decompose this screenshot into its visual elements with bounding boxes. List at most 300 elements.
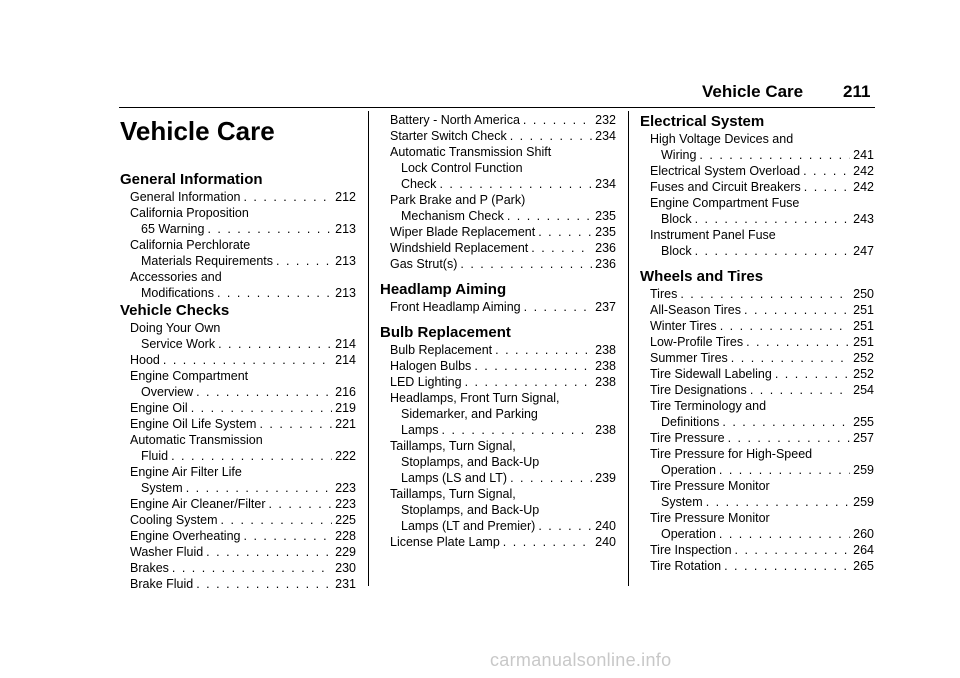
toc-entry-text: Brakes xyxy=(130,561,169,575)
toc-entry-row xyxy=(650,542,874,558)
toc-entry-text: Electrical System Overload xyxy=(650,164,801,178)
toc-entry-text: Fluid xyxy=(141,449,169,463)
toc-entry-text: Definitions xyxy=(661,415,720,429)
dot-leader xyxy=(191,400,332,416)
toc-entry-text: Taillamps, Turn Signal, xyxy=(390,487,516,501)
toc-entry-list xyxy=(640,286,874,574)
toc-entry-page: 222 xyxy=(335,449,356,463)
toc-entry-text: Tire Designations xyxy=(650,383,747,397)
toc-entry-page: 221 xyxy=(335,417,356,431)
toc-entry[interactable] xyxy=(120,432,356,464)
dot-leader xyxy=(695,243,851,259)
toc-entry-text: Modifications xyxy=(141,286,214,300)
toc-entry[interactable] xyxy=(640,227,874,259)
toc-entry-row xyxy=(130,480,356,496)
toc-entry-text: Block xyxy=(661,244,692,258)
section-heading: General Information xyxy=(120,171,263,188)
toc-entry[interactable] xyxy=(380,224,616,240)
toc-entry-text: Tires xyxy=(650,287,678,301)
toc-entry[interactable] xyxy=(640,478,874,510)
toc-entry[interactable] xyxy=(120,544,356,560)
toc-entry-row xyxy=(650,494,874,510)
toc-entry-text: Stoplamps, and Back-Up xyxy=(401,503,540,517)
toc-entry-page: 265 xyxy=(853,559,874,573)
dot-leader xyxy=(439,176,592,192)
toc-entry-page: 212 xyxy=(335,190,356,204)
toc-entry[interactable] xyxy=(640,131,874,163)
dot-leader xyxy=(217,285,332,301)
dot-leader xyxy=(503,534,592,550)
toc-column-3 xyxy=(640,108,874,574)
toc-entry-row xyxy=(390,256,616,272)
toc-entry-text: Check xyxy=(401,177,437,191)
toc-entry-page: 238 xyxy=(595,423,616,437)
toc-entry-row xyxy=(650,558,874,574)
dot-leader xyxy=(722,414,850,430)
toc-entry-text: All-Season Tires xyxy=(650,303,742,317)
toc-entry[interactable] xyxy=(120,416,356,432)
toc-entry-page: 236 xyxy=(595,241,616,255)
toc-entry-page: 214 xyxy=(335,353,356,367)
toc-entry-row xyxy=(650,286,874,302)
toc-entry-row xyxy=(650,243,874,259)
toc-entry-page: 259 xyxy=(853,463,874,477)
toc-entry[interactable] xyxy=(640,195,874,227)
toc-entry[interactable] xyxy=(380,112,616,128)
toc-entry-text: Lamps (LS and LT) xyxy=(401,471,508,485)
dot-leader xyxy=(495,342,592,358)
dot-leader xyxy=(259,416,332,432)
toc-entry-page: 251 xyxy=(853,303,874,317)
dot-leader xyxy=(706,494,850,510)
toc-entry-text: Accessories and xyxy=(130,270,222,284)
toc-entry[interactable] xyxy=(640,286,874,302)
toc-entry[interactable] xyxy=(380,390,616,438)
toc-entry-row xyxy=(650,366,874,382)
dot-leader xyxy=(746,334,850,350)
toc-entry-row xyxy=(650,462,874,478)
toc-entry-page: 243 xyxy=(853,212,874,226)
toc-entry[interactable] xyxy=(640,510,874,542)
column-divider-2 xyxy=(628,111,629,586)
dot-leader xyxy=(221,512,333,528)
toc-entry-text: Engine Air Cleaner/Filter xyxy=(130,497,266,511)
toc-entry-list xyxy=(120,320,356,592)
toc-entry-page: 252 xyxy=(853,351,874,365)
page-header-title: Vehicle Care xyxy=(702,82,804,101)
toc-entry-row xyxy=(390,299,616,315)
toc-entry[interactable] xyxy=(380,192,616,224)
toc-entry-page: 251 xyxy=(853,335,874,349)
toc-entry-row xyxy=(650,147,874,163)
toc-entry-text: Sidemarker, and Parking xyxy=(401,407,538,421)
dot-leader xyxy=(442,422,593,438)
toc-entry-text: Automatic Transmission xyxy=(130,433,263,447)
dot-leader xyxy=(523,112,592,128)
chapter-title: Vehicle Care xyxy=(120,116,275,146)
toc-entry-page: 230 xyxy=(335,561,356,575)
toc-entry-row xyxy=(650,430,874,446)
toc-entry-page: 228 xyxy=(335,529,356,543)
toc-entry-page: 255 xyxy=(853,415,874,429)
toc-entry-list xyxy=(380,299,616,315)
toc-entry-text: Lamps xyxy=(401,423,439,437)
toc-entry-page: 260 xyxy=(853,527,874,541)
toc-entry[interactable] xyxy=(380,128,616,144)
toc-entry-text: Taillamps, Turn Signal, xyxy=(390,439,516,453)
toc-entry-text: Tire Pressure Monitor xyxy=(650,479,770,493)
toc-column-1 xyxy=(120,108,356,592)
toc-entry[interactable] xyxy=(640,542,874,558)
toc-entry-text: Starter Switch Check xyxy=(390,129,507,143)
toc-entry-text: Wiper Blade Replacement xyxy=(390,225,536,239)
toc-entry-page: 250 xyxy=(853,287,874,301)
dot-leader xyxy=(735,542,851,558)
toc-entry-text: Tire Sidewall Labeling xyxy=(650,367,772,381)
toc-entry-row xyxy=(390,358,616,374)
toc-entry-row xyxy=(130,512,356,528)
toc-entry-page: 240 xyxy=(595,535,616,549)
toc-entry[interactable] xyxy=(380,438,616,486)
dot-leader xyxy=(171,448,332,464)
toc-entry-text: Engine Compartment xyxy=(130,369,249,383)
toc-entry[interactable] xyxy=(380,342,616,358)
toc-entry-page: 238 xyxy=(595,343,616,357)
toc-entry-page: 252 xyxy=(853,367,874,381)
toc-entry-row xyxy=(390,422,616,438)
toc-entry-text: Engine Air Filter Life xyxy=(130,465,242,479)
dot-leader xyxy=(524,299,593,315)
toc-entry-text: Battery - North America xyxy=(390,113,520,127)
column-divider-1 xyxy=(368,111,369,586)
dot-leader xyxy=(538,224,592,240)
dot-leader xyxy=(186,480,332,496)
toc-entry[interactable] xyxy=(120,528,356,544)
dot-leader xyxy=(507,208,592,224)
toc-entry-row xyxy=(130,384,356,400)
dot-leader xyxy=(196,384,332,400)
toc-entry-page: 214 xyxy=(335,337,356,351)
toc-entry[interactable] xyxy=(120,400,356,416)
toc-entry-row xyxy=(390,240,616,256)
toc-entry-page: 254 xyxy=(853,383,874,397)
toc-entry-row xyxy=(390,208,616,224)
toc-entry-page: 223 xyxy=(335,497,356,511)
toc-entry-text: Bulb Replacement xyxy=(390,343,493,357)
toc-entry-page: 225 xyxy=(335,513,356,527)
toc-entry-text: Low-Profile Tires xyxy=(650,335,744,349)
toc-entry-page: 259 xyxy=(853,495,874,509)
toc-entry[interactable] xyxy=(120,237,356,269)
toc-entry-row xyxy=(390,224,616,240)
toc-entry-page: 247 xyxy=(853,244,874,258)
toc-entry[interactable] xyxy=(640,398,874,430)
toc-entry-row xyxy=(650,382,874,398)
toc-entry-page: 231 xyxy=(335,577,356,591)
toc-entry-page: 236 xyxy=(595,257,616,271)
toc-entry-text: Windshield Replacement xyxy=(390,241,529,255)
toc-entry-row xyxy=(130,416,356,432)
dot-leader xyxy=(218,336,332,352)
toc-entry-text: 65 Warning xyxy=(141,222,205,236)
toc-entry-list xyxy=(380,342,616,550)
watermark: carmanualsonline.info xyxy=(490,650,672,670)
toc-entry-row xyxy=(130,352,356,368)
toc-entry-page: 213 xyxy=(335,254,356,268)
toc-entry-row xyxy=(650,179,874,195)
toc-entry-row xyxy=(390,518,616,534)
toc-entry-page: 216 xyxy=(335,385,356,399)
toc-entry-text: Tire Pressure Monitor xyxy=(650,511,770,525)
dot-leader xyxy=(465,374,593,390)
toc-entry-row xyxy=(650,526,874,542)
page-number: 211 xyxy=(843,82,871,101)
toc-entry-row xyxy=(130,400,356,416)
toc-entry[interactable] xyxy=(640,430,874,446)
toc-entry-page: 232 xyxy=(595,113,616,127)
dot-leader xyxy=(163,352,332,368)
toc-entry-text: California Proposition xyxy=(130,206,249,220)
dot-leader xyxy=(510,470,592,486)
toc-entry-row xyxy=(390,470,616,486)
dot-leader xyxy=(196,576,332,592)
toc-entry[interactable] xyxy=(380,299,616,315)
toc-entry[interactable] xyxy=(120,320,356,352)
toc-entry-text: Gas Strut(s) xyxy=(390,257,458,271)
toc-entry-row xyxy=(650,350,874,366)
toc-entry-text: Hood xyxy=(130,353,160,367)
toc-entry-row xyxy=(130,285,356,301)
toc-entry-text: Washer Fluid xyxy=(130,545,204,559)
section-heading: Electrical System xyxy=(640,113,765,130)
toc-entry[interactable] xyxy=(380,240,616,256)
toc-entry[interactable] xyxy=(380,534,616,550)
toc-entry-list xyxy=(120,189,356,301)
toc-entry-text: Service Work xyxy=(141,337,216,351)
toc-entry-text: Park Brake and P (Park) xyxy=(390,193,526,207)
dot-leader xyxy=(172,560,332,576)
dot-leader xyxy=(719,526,850,542)
toc-entry-text: Engine Oil Life System xyxy=(130,417,257,431)
toc-entry-row xyxy=(130,448,356,464)
toc-entry-row xyxy=(650,302,874,318)
dot-leader xyxy=(531,240,592,256)
toc-entry-text: Tire Pressure xyxy=(650,431,725,445)
toc-entry-text: Stoplamps, and Back-Up xyxy=(401,455,540,469)
toc-entry-row xyxy=(650,414,874,430)
toc-entry-page: 238 xyxy=(595,359,616,373)
toc-entry-text: Cooling System xyxy=(130,513,218,527)
toc-entry[interactable] xyxy=(120,560,356,576)
dot-leader xyxy=(474,358,592,374)
section-heading: Vehicle Checks xyxy=(120,302,230,319)
toc-entry-text: System xyxy=(661,495,703,509)
toc-entry-page: 213 xyxy=(335,286,356,300)
toc-entry-text: Engine Overheating xyxy=(130,529,241,543)
toc-entry-page: 251 xyxy=(853,319,874,333)
dot-leader xyxy=(719,462,850,478)
toc-entry-page: 241 xyxy=(853,148,874,162)
dot-leader xyxy=(724,558,850,574)
toc-entry[interactable] xyxy=(120,189,356,205)
toc-entry-text: Block xyxy=(661,212,692,226)
toc-entry-text: Instrument Panel Fuse xyxy=(650,228,776,242)
toc-entry[interactable] xyxy=(640,558,874,574)
toc-entry-page: 257 xyxy=(853,431,874,445)
toc-entry-text: Mechanism Check xyxy=(401,209,504,223)
dot-leader xyxy=(803,163,850,179)
dot-leader xyxy=(460,256,592,272)
toc-entry-list xyxy=(380,112,616,272)
toc-column-2 xyxy=(380,108,616,550)
toc-entry-text: Summer Tires xyxy=(650,351,728,365)
toc-entry-page: 234 xyxy=(595,129,616,143)
toc-entry-text: License Plate Lamp xyxy=(390,535,500,549)
toc-entry[interactable] xyxy=(380,374,616,390)
toc-entry-page: 237 xyxy=(595,300,616,314)
dot-leader xyxy=(695,211,851,227)
dot-leader xyxy=(680,286,850,302)
toc-entry-text: Overview xyxy=(141,385,194,399)
toc-entry[interactable] xyxy=(640,302,874,318)
toc-entry[interactable] xyxy=(120,352,356,368)
dot-leader xyxy=(775,366,850,382)
toc-entry-page: 219 xyxy=(335,401,356,415)
toc-entry[interactable] xyxy=(120,512,356,528)
toc-entry-page: 234 xyxy=(595,177,616,191)
toc-entry-page: 229 xyxy=(335,545,356,559)
dot-leader xyxy=(276,253,332,269)
toc-entry-row xyxy=(650,334,874,350)
section-heading: Wheels and Tires xyxy=(640,268,764,285)
dot-leader xyxy=(731,350,850,366)
toc-entry-text: Operation xyxy=(661,463,716,477)
toc-entry[interactable] xyxy=(640,334,874,350)
toc-entry-text: Headlamps, Front Turn Signal, xyxy=(390,391,560,405)
toc-entry-text: System xyxy=(141,481,183,495)
toc-entry-text: Lamps (LT and Premier) xyxy=(401,519,536,533)
toc-entry-text: High Voltage Devices and xyxy=(650,132,794,146)
toc-entry-page: 240 xyxy=(595,519,616,533)
toc-entry-text: Lock Control Function xyxy=(401,161,523,175)
toc-entry-page: 242 xyxy=(853,164,874,178)
dot-leader xyxy=(804,179,850,195)
toc-entry[interactable] xyxy=(120,576,356,592)
toc-entry-page: 264 xyxy=(853,543,874,557)
toc-entry-row xyxy=(130,528,356,544)
toc-entry[interactable] xyxy=(640,179,874,195)
toc-entry-row xyxy=(390,534,616,550)
dot-leader xyxy=(206,544,332,560)
toc-entry-text: Operation xyxy=(661,527,716,541)
toc-entry-row xyxy=(130,336,356,352)
toc-entry-row xyxy=(130,189,356,205)
toc-entry-text: Halogen Bulbs xyxy=(390,359,472,373)
toc-entry[interactable] xyxy=(640,382,874,398)
dot-leader xyxy=(243,189,332,205)
toc-entry[interactable] xyxy=(120,464,356,496)
toc-entry-text: Automatic Transmission Shift xyxy=(390,145,552,159)
toc-entry-text: LED Lighting xyxy=(390,375,462,389)
dot-leader xyxy=(750,382,850,398)
toc-entry-text: Doing Your Own xyxy=(130,321,221,335)
toc-entry-text: General Information xyxy=(130,190,241,204)
dot-leader xyxy=(510,128,592,144)
toc-entry-text: Engine Oil xyxy=(130,401,188,415)
toc-entry[interactable] xyxy=(640,163,874,179)
dot-leader xyxy=(268,496,332,512)
dot-leader xyxy=(207,221,332,237)
toc-entry[interactable] xyxy=(640,446,874,478)
toc-entry-text: Tire Rotation xyxy=(650,559,722,573)
toc-entry-text: Front Headlamp Aiming xyxy=(390,300,521,314)
toc-entry-text: Brake Fluid xyxy=(130,577,194,591)
toc-entry-text: Winter Tires xyxy=(650,319,717,333)
toc-entry-row xyxy=(650,318,874,334)
toc-entry-text: Wiring xyxy=(661,148,697,162)
toc-entry-row xyxy=(130,496,356,512)
toc-entry-row xyxy=(650,211,874,227)
toc-entry-page: 235 xyxy=(595,209,616,223)
toc-entry[interactable] xyxy=(380,486,616,534)
toc-entry-row xyxy=(650,163,874,179)
dot-leader xyxy=(538,518,592,534)
toc-entry-page: 213 xyxy=(335,222,356,236)
dot-leader xyxy=(720,318,850,334)
toc-entry[interactable] xyxy=(640,366,874,382)
toc-entry[interactable] xyxy=(120,496,356,512)
toc-entry[interactable] xyxy=(640,350,874,366)
toc-entry-row xyxy=(390,342,616,358)
toc-entry-text: Tire Terminology and xyxy=(650,399,767,413)
toc-entry-row xyxy=(390,176,616,192)
toc-entry[interactable] xyxy=(380,144,616,192)
toc-entry-row xyxy=(130,221,356,237)
toc-entry[interactable] xyxy=(120,269,356,301)
dot-leader xyxy=(244,528,333,544)
toc-entry-row xyxy=(390,374,616,390)
toc-entry[interactable] xyxy=(640,318,874,334)
dot-leader xyxy=(744,302,850,318)
toc-entry[interactable] xyxy=(120,368,356,400)
toc-entry-page: 239 xyxy=(595,471,616,485)
toc-entry-row xyxy=(390,128,616,144)
toc-entry-list xyxy=(640,131,874,259)
dot-leader xyxy=(728,430,851,446)
toc-entry-page: 238 xyxy=(595,375,616,389)
toc-entry-row xyxy=(130,253,356,269)
toc-entry-text: Fuses and Circuit Breakers xyxy=(650,180,801,194)
toc-entry-row xyxy=(130,560,356,576)
section-heading: Headlamp Aiming xyxy=(380,281,507,298)
toc-entry[interactable] xyxy=(380,256,616,272)
toc-entry-page: 242 xyxy=(853,180,874,194)
toc-entry-text: Tire Pressure for High-Speed xyxy=(650,447,813,461)
section-heading: Bulb Replacement xyxy=(380,324,511,341)
toc-entry-text: Tire Inspection xyxy=(650,543,732,557)
toc-entry-row xyxy=(390,112,616,128)
toc-entry-page: 223 xyxy=(335,481,356,495)
toc-entry-text: California Perchlorate xyxy=(130,238,251,252)
toc-entry-row xyxy=(130,576,356,592)
toc-entry-row xyxy=(130,544,356,560)
toc-entry-text: Materials Requirements xyxy=(141,254,273,268)
dot-leader xyxy=(699,147,850,163)
toc-entry[interactable] xyxy=(380,358,616,374)
toc-entry[interactable] xyxy=(120,205,356,237)
toc-entry-page: 235 xyxy=(595,225,616,239)
toc-entry-text: Engine Compartment Fuse xyxy=(650,196,800,210)
